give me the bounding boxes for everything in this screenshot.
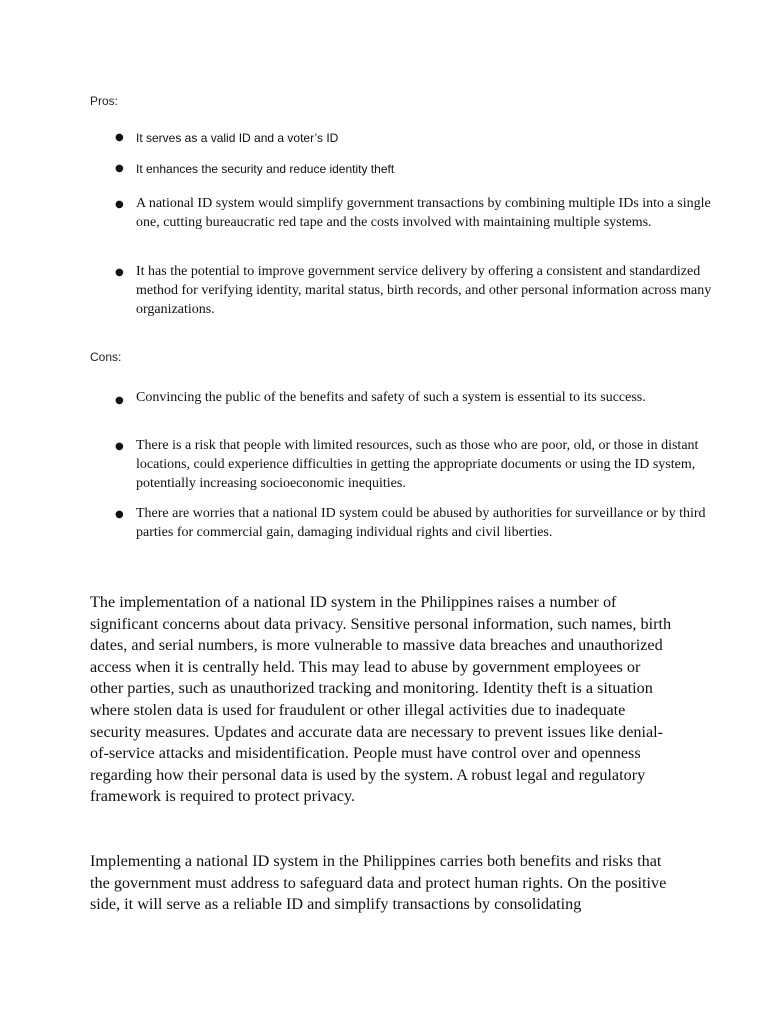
privacy-paragraph: The implementation of a national ID system in the Philippines raises a number of significant concerns about data privacy. Sensitive personal information, such names, birth dates, and serial numbers, is more vulnerable to massive data breaches and unauthorized access when it is centrally held. This may lead to abuse by government employees or other parties, such as unauthorized tracking and monitoring. Identity theft is a situation where stolen data is used for fraudulent or other illegal activities due to inadequate security measures. Updates and accurate data are necessary to prevent issues like denial-of-service attacks and misidentification. People must have control over and openness regarding how their personal data is used by the system. A robust legal and regulatory framework is required to protect privacy. [90,593,672,806]
list-item [112,131,716,145]
pros-item-text: A national ID system would simplify government transactions by combining multiple IDs into a single one, cutting bureaucratic red tape and the costs involved with maintaining multiple systems. [136,196,711,230]
bullet-icon: ● [115,267,124,278]
bullet-icon: ● [115,199,124,210]
list-item [112,194,716,232]
cons-item-text: There are worries that a national ID system could be abused by authorities for surveillance or by third parties for commercial gain, damaging individual rights and civil liberties. [136,506,706,540]
list-item [112,386,716,409]
cons-item-text: Convincing the public of the benefits and safety of such a system is essential to its success. [136,390,646,405]
cons-item-text: There is a risk that people with limited resources, such as those who are poor, old, or those in distant locations, could experience difficulties in getting the appropriate documents or using the ID system, potentially increasing socioeconomic inequities. [136,438,699,491]
bullet-icon: ● [115,509,124,520]
bullet-icon: ● [115,395,124,406]
list-item [112,162,716,176]
pros-item-text: It enhances the security and reduce identity theft [136,162,395,176]
pros-item-text: It has the potential to improve government service delivery by offering a consistent and standardized method for verifying identity, marital status, birth records, and other personal information across many organizations. [136,264,712,317]
pros-heading: Pros: [90,94,119,108]
list-item [112,262,716,319]
cons-heading: Cons: [90,350,122,364]
pros-item-text: It serves as a valid ID and a voter’s ID [136,131,339,145]
bullet-icon: ● [115,132,124,143]
list-item [112,504,716,542]
summary-paragraph: Implementing a national ID system in the Philippines carries both benefits and risks that the government must address to safeguard data and protect human rights. On the positive side, it will serve as a reliable ID and simplify transactions by consolidating [90,852,667,914]
list-item [112,436,716,493]
bullet-icon: ● [115,441,124,452]
bullet-icon: ● [115,163,124,174]
